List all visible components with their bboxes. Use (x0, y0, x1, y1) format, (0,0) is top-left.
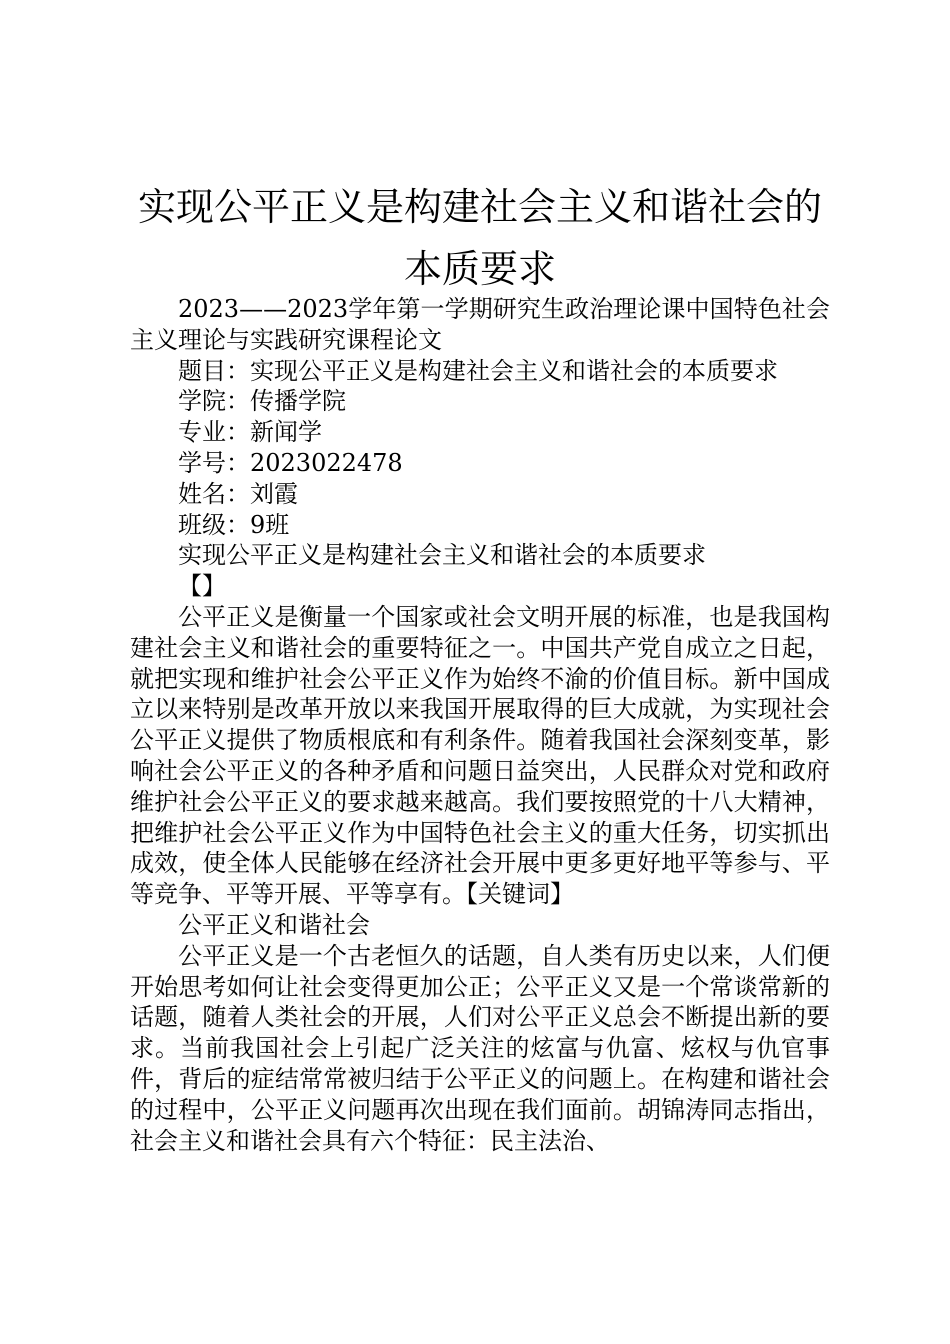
document-title: 实现公平正义是构建社会主义和谐社会的本质要求 (137, 185, 822, 291)
document-body (130, 294, 830, 1156)
college-field: 学院：传播学院 (178, 387, 346, 416)
body-paragraph: 公平正义是一个古老恒久的话题，自人类有历史以来，人们便开始思考如何让社会变得更加公正；公平正义又是一个常谈常新的话题，随着人类社会的开展，人们对公平正义总会不断提出新的要求。当前我国社会上引起广泛关注的炫富与仇富、炫权与仇官事件，背后的症结常常被归结于公平正义的问题上。在构建和谐社会的过程中，公平正义问题再次出现在我们面前。胡锦涛同志指出，社会主义和谐社会具有六个特征：民主法治、 (130, 941, 830, 1155)
name-field: 姓名：刘霞 (178, 479, 298, 508)
abstract-paragraph: 公平正义是衡量一个国家或社会文明开展的标准，也是我国构建社会主义和谐社会的重要特征之一。中国共产党自成立之日起，就把实现和维护社会公平正义作为始终不渝的价值目标。新中国成立以来特别是改革开放以来我国开展取得的巨大成就，为实现社会公平正义提供了物质根底和有利条件。随着我国社会深刻变革，影响社会公平正义的各种矛盾和问题日益突出，人民群众对党和政府维护社会公平正义的要求越来越高。我们要按照党的十八大精神，把维护社会公平正义作为中国特色社会主义的重大任务，切实抓出成效，使全体人民能够在经济社会开展中更多更好地平等参与、平等竞争、平等开展、平等享有。【关键词】 (130, 602, 830, 909)
topic-field: 题目：实现公平正义是构建社会主义和谐社会的本质要求 (178, 356, 778, 385)
paper-subtitle: 实现公平正义是构建社会主义和谐社会的本质要求 (178, 541, 706, 570)
student-id-field: 学号：2023022478 (178, 448, 403, 477)
intro-paragraph: 2023——2023学年第一学期研究生政治理论课中国特色社会主义理论与实践研究课程论文 (130, 295, 830, 354)
abstract-heading: 【】 (178, 572, 226, 601)
major-field: 专业：新闻学 (178, 418, 322, 447)
class-field: 班级：9班 (178, 510, 290, 539)
keywords-line: 公平正义和谐社会 (178, 910, 370, 939)
